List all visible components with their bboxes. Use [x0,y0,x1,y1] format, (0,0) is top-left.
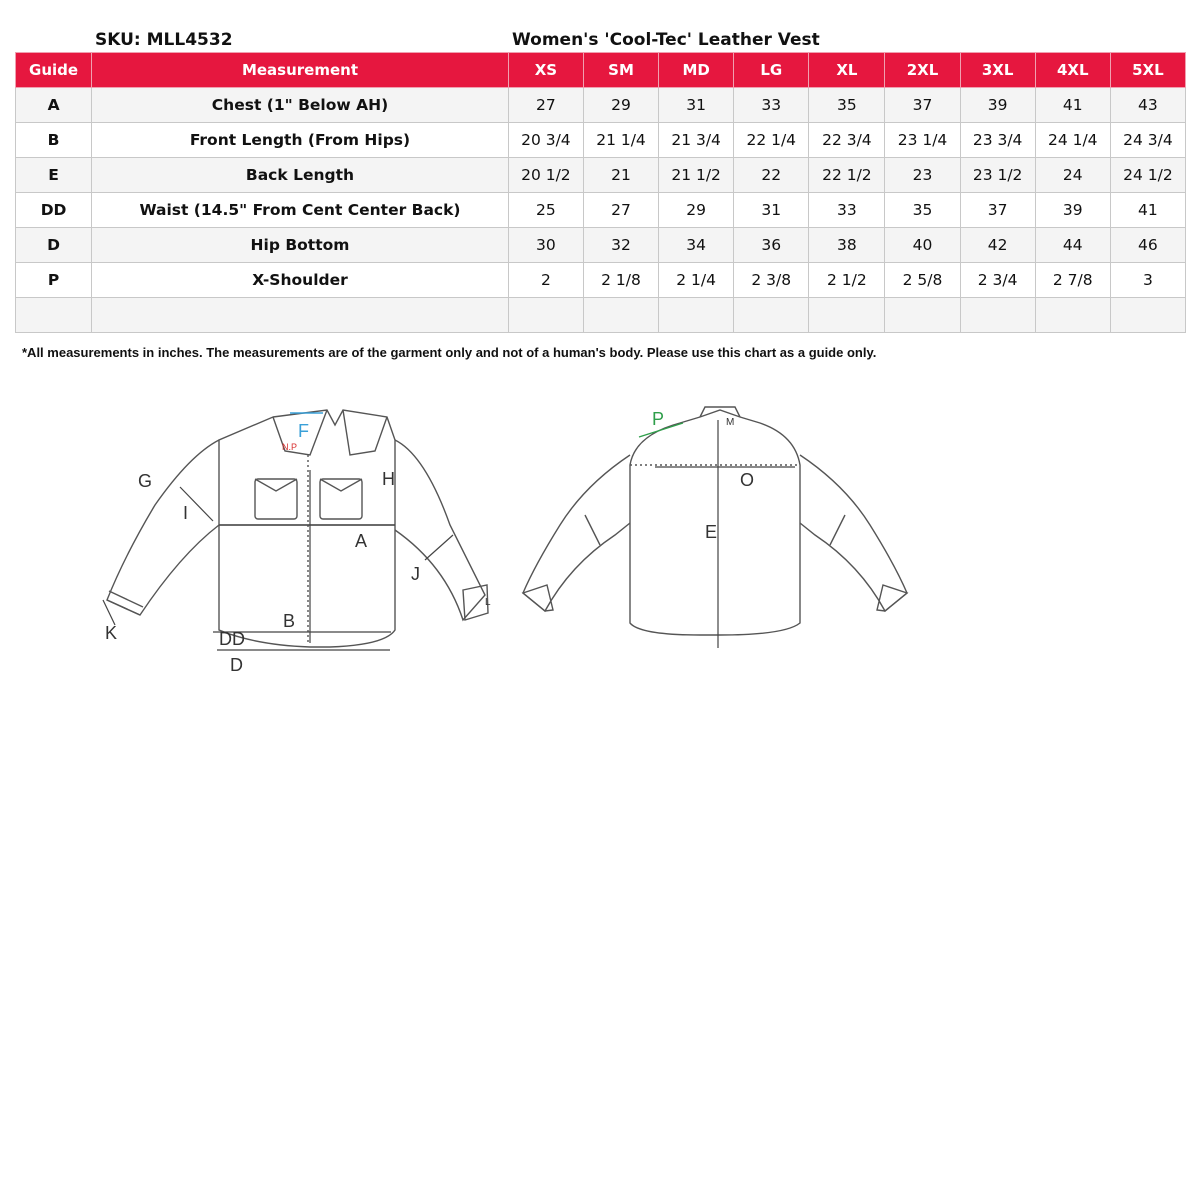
size-value-cell: 30 [508,228,583,263]
guide-cell: E [16,158,92,193]
size-value-cell: 27 [583,193,658,228]
size-value-cell: 44 [1035,228,1110,263]
size-value-cell: 31 [659,88,734,123]
label-k: K [105,623,118,643]
measurement-cell: Chest (1" Below AH) [92,88,509,123]
label-o: O [740,470,755,490]
size-value-cell: 32 [583,228,658,263]
size-value-cell: 23 1/4 [885,123,960,158]
size-value-cell: 3 [1110,263,1185,298]
size-value-cell: 36 [734,228,809,263]
measurement-cell: Front Length (From Hips) [92,123,509,158]
size-value-cell: 22 1/4 [734,123,809,158]
front-shirt-illustration [107,410,488,647]
size-value-cell: 22 3/4 [809,123,885,158]
size-value-cell: 34 [659,228,734,263]
size-value-cell: 22 [734,158,809,193]
size-value-cell: 37 [885,88,960,123]
size-value-cell: 43 [1110,88,1185,123]
size-value-cell: 23 3/4 [960,123,1035,158]
size-value-cell: 2 3/4 [960,263,1035,298]
column-header: MD [659,53,734,88]
size-value-cell: 2 1/2 [809,263,885,298]
size-value-cell [960,298,1035,333]
size-value-cell: 21 [583,158,658,193]
size-value-cell: 20 3/4 [508,123,583,158]
size-value-cell: 42 [960,228,1035,263]
label-l: L [485,597,491,608]
table-row [16,193,1186,228]
label-dd: DD [219,629,245,649]
label-i: I [183,503,189,523]
size-value-cell [659,298,734,333]
column-header: XL [809,53,885,88]
table-row [16,298,1186,333]
column-header: 2XL [885,53,960,88]
measurement-cell: Back Length [92,158,509,193]
size-value-cell: 41 [1035,88,1110,123]
size-value-cell: 39 [1035,193,1110,228]
label-a: A [355,531,368,551]
column-header: LG [734,53,809,88]
table-row [16,88,1186,123]
size-value-cell: 46 [1110,228,1185,263]
size-value-cell: 20 1/2 [508,158,583,193]
measurement-cell: Hip Bottom [92,228,509,263]
label-f: F [298,421,309,441]
guide-cell [16,298,92,333]
size-value-cell [734,298,809,333]
back-shirt-illustration [523,407,907,635]
size-chart-table [15,52,1186,333]
size-value-cell: 2 7/8 [1035,263,1110,298]
size-value-cell: 29 [583,88,658,123]
label-e: E [705,522,718,542]
label-np: N.P [282,442,298,452]
guide-cell: B [16,123,92,158]
guide-cell: A [16,88,92,123]
measurement-cell: Waist (14.5" From Cent Center Back) [92,193,509,228]
table-row [16,158,1186,193]
size-value-cell: 35 [809,88,885,123]
label-h: H [382,469,395,489]
label-d: D [230,655,243,675]
size-value-cell [508,298,583,333]
size-value-cell: 21 1/2 [659,158,734,193]
garment-diagram [95,395,935,685]
column-header: Measurement [92,53,509,88]
table-header-row [16,53,1186,88]
size-value-cell: 38 [809,228,885,263]
column-header: XS [508,53,583,88]
column-header: 5XL [1110,53,1185,88]
size-value-cell: 31 [734,193,809,228]
measurement-cell: X-Shoulder [92,263,509,298]
size-value-cell: 24 1/4 [1035,123,1110,158]
size-value-cell: 21 1/4 [583,123,658,158]
guide-cell: DD [16,193,92,228]
label-j: J [411,564,420,584]
table-row [16,123,1186,158]
size-value-cell [1035,298,1110,333]
column-header: 3XL [960,53,1035,88]
size-value-cell: 23 [885,158,960,193]
size-value-cell: 2 5/8 [885,263,960,298]
column-header: Guide [16,53,92,88]
size-value-cell: 29 [659,193,734,228]
size-value-cell: 25 [508,193,583,228]
size-value-cell: 39 [960,88,1035,123]
measurement-note: *All measurements in inches. The measurements are of the garment only and not of a human's body. Please use this chart as a guide only. [22,345,877,360]
size-value-cell: 2 [508,263,583,298]
column-header: 4XL [1035,53,1110,88]
size-value-cell: 37 [960,193,1035,228]
size-value-cell: 2 1/8 [583,263,658,298]
column-header: SM [583,53,658,88]
product-title: Women's 'Cool-Tec' Leather Vest [512,30,820,50]
size-value-cell: 41 [1110,193,1185,228]
label-b: B [283,611,296,631]
sku-label: SKU: MLL4532 [95,30,233,50]
size-value-cell: 21 3/4 [659,123,734,158]
table-row [16,228,1186,263]
guide-cell: D [16,228,92,263]
size-value-cell: 35 [885,193,960,228]
measurement-cell [92,298,509,333]
size-value-cell: 24 [1035,158,1110,193]
size-value-cell: 2 3/8 [734,263,809,298]
size-value-cell: 23 1/2 [960,158,1035,193]
size-value-cell: 40 [885,228,960,263]
size-value-cell [885,298,960,333]
size-value-cell [583,298,658,333]
label-g: G [138,471,153,491]
label-m: M [726,417,735,428]
size-value-cell: 27 [508,88,583,123]
size-value-cell: 33 [734,88,809,123]
label-p: P [652,409,665,429]
size-value-cell [1110,298,1185,333]
size-value-cell: 24 1/2 [1110,158,1185,193]
size-value-cell: 2 1/4 [659,263,734,298]
size-value-cell: 33 [809,193,885,228]
table-row [16,263,1186,298]
size-value-cell: 24 3/4 [1110,123,1185,158]
size-value-cell [809,298,885,333]
guide-cell: P [16,263,92,298]
size-value-cell: 22 1/2 [809,158,885,193]
